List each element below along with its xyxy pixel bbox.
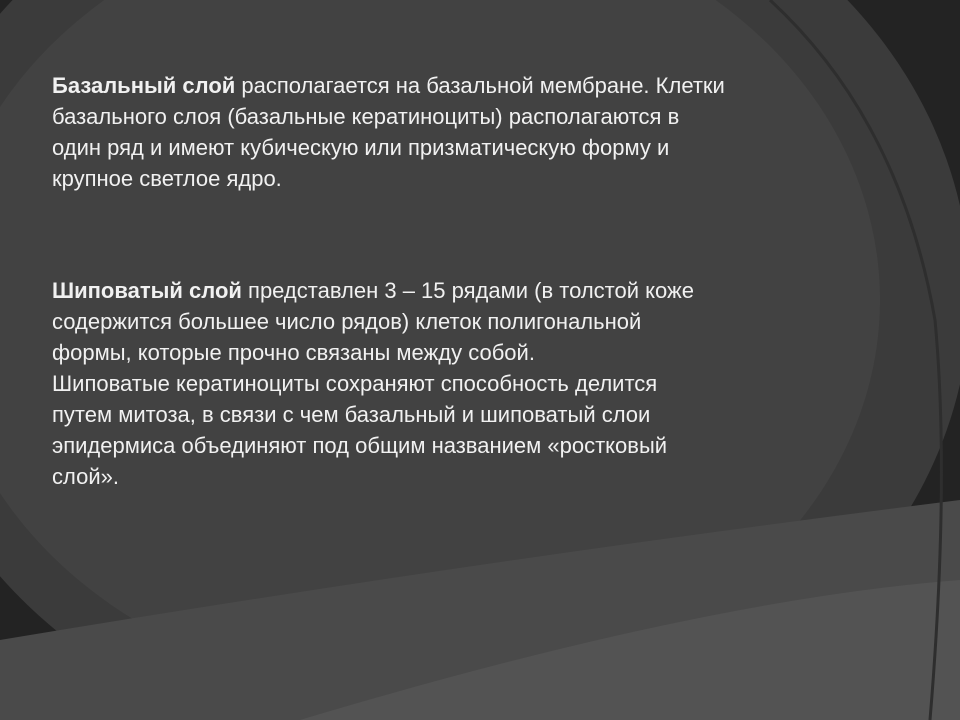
text-line: путем митоза, в связи с чем базальный и шиповатый слои	[52, 402, 651, 427]
text-line: формы, которые прочно связаны между собой.	[52, 340, 535, 365]
text-line: слой».	[52, 464, 119, 489]
paragraph-spinous-layer	[52, 275, 882, 492]
text-line: крупное светлое ядро.	[52, 166, 282, 191]
text-line: эпидермиса объединяют под общим названием «ростковый	[52, 433, 668, 458]
text-line: один ряд и имеют кубическую или призматическую форму и	[52, 135, 670, 160]
text-segment: располагается на базальной мембране. Клетки	[235, 73, 725, 98]
paragraph-basal-layer	[52, 70, 882, 194]
text-line	[52, 70, 882, 101]
slide-content	[52, 70, 882, 492]
text-line: Шиповатые кератиноциты сохраняют способность делится	[52, 371, 658, 396]
term-spinous-layer: Шиповатый слой	[52, 278, 242, 303]
text-line	[52, 275, 882, 306]
text-line: базального слоя (базальные кератиноциты) располагаются в	[52, 104, 680, 129]
text-segment: представлен 3 – 15 рядами (в толстой коже	[241, 278, 694, 303]
term-basal-layer: Базальный слой	[52, 73, 236, 98]
text-line: содержится большее число рядов) клеток полигональной	[52, 309, 642, 334]
